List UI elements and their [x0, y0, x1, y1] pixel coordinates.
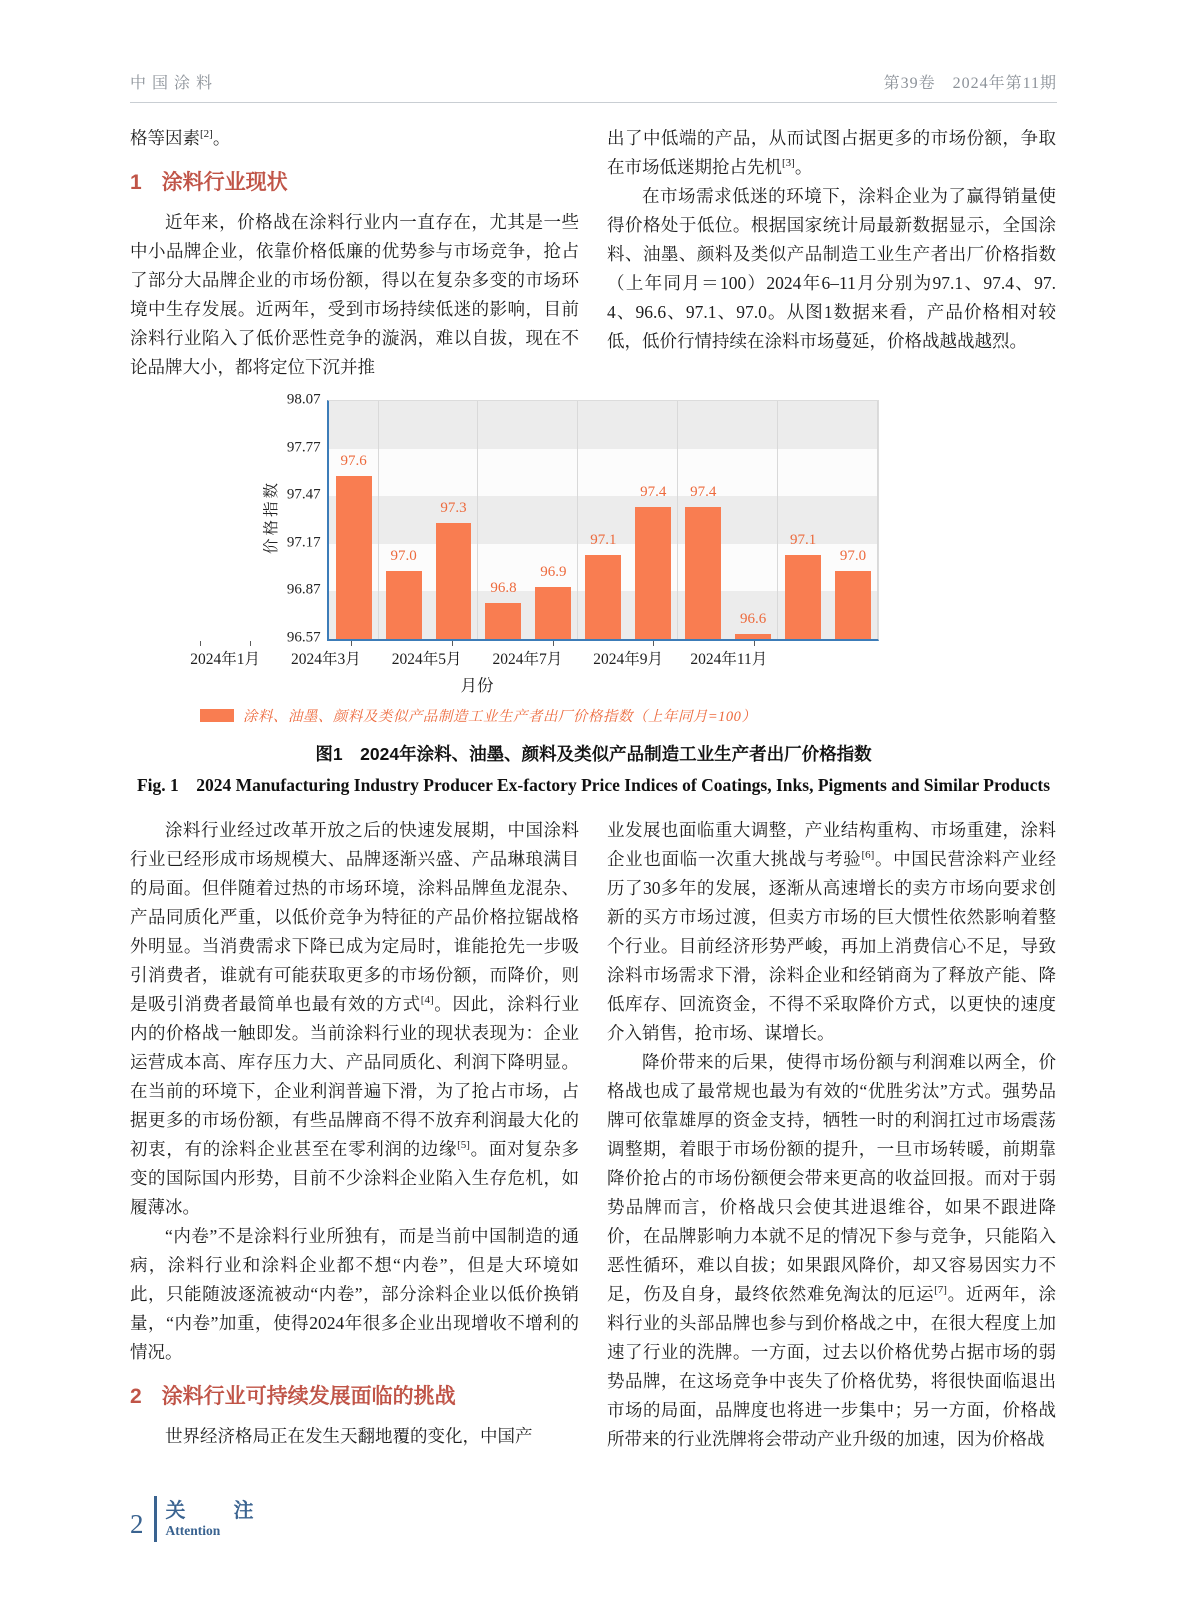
y-axis-title-area [257, 392, 283, 641]
x-axis-title: 月份 [460, 676, 494, 695]
footer-section-cn: 关 注 [165, 1500, 268, 1522]
grid-band [329, 401, 878, 449]
section-heading [130, 1382, 579, 1412]
bar-value-label: 97.0 [839, 547, 867, 564]
citation-ref: [4] [420, 994, 434, 1007]
citation-ref: [2] [200, 128, 213, 141]
footer-divider [154, 1496, 157, 1542]
vertical-gridline [677, 401, 678, 639]
x-tick-label: 2024年5月 [391, 651, 462, 668]
section-heading [130, 168, 579, 198]
bar-value-label: 96.9 [540, 563, 567, 580]
bar-2024年1月 [336, 476, 372, 639]
paragraph: 涂料行业经过改革开放之后的快速发展期，中国涂料行业已经形成市场规模大、品牌逐渐兴盛、产品琳琅满目的局面。但伴随着过热的市场环境，涂料品牌鱼龙混杂、产品同质化严重，以低价竞争为特征的产品价格拉锯战格外明显。当消费需求下降已成为定局时，谁能抢先一步吸引消费者，谁就有可能获取更多的市场份额，而降价，则是吸引消费者最简单也最有效的方式[4]。因此，涂料行业内的价格战一触即发。当前涂料行业的现状表现为：企业运营成本高、库存压力大、产品同质化、利润下降明显。在当前的环境下，企业利润普遍下滑，为了抢占市场，占据更多的市场份额，有些品牌商不得不放弃利润最大化的初衷，有的涂料企业甚至在零利润的边缘[5]。面对复杂多变的国际国内形势，目前不少涂料企业陷入生存危机，如履薄冰。 [130, 820, 580, 1217]
bar-value-label: 97.4 [690, 484, 717, 501]
x-tick-mark [200, 641, 201, 646]
left-column-bottom [130, 816, 579, 1454]
x-tick-label: 2024年9月 [593, 651, 663, 668]
bar-value-label: 96.8 [490, 579, 517, 596]
bar-value-label: 97.1 [789, 531, 817, 548]
bar-value-label: 97.1 [590, 531, 617, 548]
x-tick-mark [653, 641, 654, 646]
right-column-top [607, 124, 1056, 382]
plot-area [327, 400, 879, 641]
paragraph: 业发展也面临重大调整，产业结构重构、市场重建，涂料企业也面临一次重大挑战与考验[6]。中国民营涂料产业经历了30多年的发展，逐渐从高速增长的卖方市场向要求创新的买方市场过渡，但卖方市场的巨大惯性依然影响着整个行业。目前经济形势严峻，再加上消费信心不足，导致涂料市场需求下滑，涂料企业和经销商为了释放产能、降低库存、回流资金，不得不采取降价方式，以更快的速度介入销售，抢市场、谋增长。 [607, 820, 1057, 1043]
chart-legend [200, 705, 757, 726]
bar-value-label: 96.6 [740, 611, 767, 628]
paragraph: “内卷”不是涂料行业所独有，而是当前中国制造的通病，涂料行业和涂料企业都不想“内卷”，但是大环境如此，只能随波逐流被动“内卷”，部分涂料企业以低价换销量，“内卷”加重，使得2024年很多企业出现增收不增利的情况。 [130, 1226, 579, 1362]
vertical-gridline [877, 401, 878, 639]
page-number: 2 [130, 1508, 144, 1539]
figure-caption-cn: 图1 2024年涂料、油墨、颜料及类似产品制造工业生产者出厂价格指数 [315, 744, 872, 764]
x-tick-mark [452, 641, 453, 646]
bar-2024年5月 [535, 587, 571, 639]
figure-1 [130, 392, 1057, 797]
journal-title: 中国涂料 [130, 75, 219, 92]
bottom-columns [130, 816, 1057, 1454]
bar-2024年7月 [635, 507, 671, 639]
x-tick-label: 2024年11月 [690, 651, 768, 668]
legend-swatch-icon [200, 709, 234, 722]
bar-2024年8月 [685, 507, 721, 639]
y-tick-label: 97.47 [286, 486, 321, 503]
y-axis-title: 价格指数 [262, 479, 280, 554]
section-title: 涂料行业可持续发展面临的挑战 [161, 1385, 456, 1408]
bar-2024年11月 [835, 571, 871, 639]
paragraph: 格等因素[2]。 [130, 128, 231, 148]
figure-caption-en: Fig. 1 2024 Manufacturing Industry Producer Ex-factory Price Indices of Coatings, Inks, Pigments and Similar Products [136, 775, 1051, 795]
x-tick-mark [553, 641, 554, 646]
y-axis-ticks [283, 391, 327, 646]
x-axis-area [190, 641, 768, 726]
x-tick-mark [250, 641, 251, 646]
running-head [130, 70, 1057, 103]
bar-2024年3月 [436, 523, 472, 639]
bar-2024年6月 [585, 555, 621, 639]
paragraph: 降价带来的后果，使得市场份额与利润难以两全，价格战也成了最常规也最为有效的“优胜劣汰”方式。强势品牌可依靠雄厚的资金支持，牺牲一时的利润扛过市场震荡调整期，着眼于市场份额的提升，一旦市场转暖，前期靠降价抢占的市场份额便会带来更高的收益回报。而对于弱势品牌而言，价格战只会使其进退维谷，如果不跟进降价，在品牌影响力本就不足的情况下参与竞争，只能陷入恶性循环，难以自拔；如果跟风降价，却又容易因实力不足，伤及自身，最终依然难免淘汰的厄运[7]。近两年，涂料行业的头部品牌也参与到价格战之中，在很大程度上加速了行业的洗牌。一方面，过去以价格优势占据市场的弱势品牌，在这场竞争中丧失了价格优势，将很快面临退出市场的局面，品牌度也将进一步集中；另一方面，价格战所带来的行业洗牌将会带动产业升级的加速，因为价格战 [607, 1052, 1057, 1449]
bar-2024年4月 [485, 603, 521, 639]
citation-ref: [3] [782, 157, 795, 170]
paragraph: 世界经济格局正在发生天翻地覆的变化，中国产 [165, 1426, 533, 1446]
section-title: 涂料行业现状 [161, 171, 288, 194]
vertical-gridline [378, 401, 379, 639]
bar-2024年9月 [735, 634, 771, 639]
legend-label: 涂料、油墨、颜料及类似产品制造工业生产者出厂价格指数（上年同月=100） [242, 709, 757, 725]
footer-section-en: Attention [165, 1523, 221, 1538]
x-tick-mark [351, 641, 352, 646]
section-number: 2 [130, 1385, 142, 1408]
x-axis-ticks [190, 641, 768, 671]
vertical-gridline [777, 401, 778, 639]
y-tick-label: 98.07 [286, 391, 321, 408]
issue-info: 第39卷 2024年第11期 [883, 75, 1057, 92]
right-column-bottom [607, 816, 1056, 1454]
citation-ref: [6] [861, 849, 875, 862]
citation-ref: [5] [457, 1139, 470, 1152]
bar-value-label: 97.3 [440, 500, 467, 517]
paragraph: 在市场需求低迷的环境下，涂料企业为了赢得销量使得价格处于低位。根据国家统计局最新数据显示，全国涂料、油墨、颜料及类似产品制造工业生产者出厂价格指数（上年同月＝100）2024年6–11月分别为97.1、97.4、97.4、96.6、97.1、97.0。从图1数据来看，产品价格相对较低，低价行情持续在涂料市场蔓延，价格战越战越烈。 [607, 186, 1056, 351]
footer-section [166, 1499, 268, 1539]
vertical-gridline [577, 401, 578, 639]
bar-chart [257, 391, 879, 646]
bar-value-label: 97.4 [640, 484, 667, 501]
bar-2024年10月 [785, 555, 821, 639]
vertical-gridline [477, 401, 478, 639]
y-tick-label: 97.77 [286, 439, 321, 456]
section-number: 1 [130, 171, 142, 194]
x-tick-label: 2024年7月 [492, 651, 563, 668]
page-footer [130, 1496, 268, 1542]
x-tick-mark [754, 641, 755, 646]
paragraph: 近年来，价格战在涂料行业内一直存在，尤其是一些中小品牌企业，依靠价格低廉的优势参与市场竞争，抢占了部分大品牌企业的市场份额，得以在复杂多变的市场环境中生存发展。近两年，受到市场持续低迷的影响，目前涂料行业陷入了低价恶性竞争的漩涡，难以自拔，现在不论品牌大小，都将定位下沉并推 [130, 212, 579, 377]
grid-band [329, 449, 878, 497]
paragraph: 出了中低端的产品，从而试图占据更多的市场份额，争取在市场低迷期抢占先机[3]。 [607, 128, 1056, 177]
y-tick-label: 96.87 [286, 581, 321, 598]
top-columns [130, 124, 1057, 382]
y-tick-label: 96.57 [286, 629, 321, 646]
citation-ref: [7] [934, 1284, 947, 1297]
x-tick-label: 2024年3月 [291, 651, 361, 668]
page-content [130, 70, 1057, 1454]
left-column-top [130, 124, 579, 382]
bar-value-label: 97.0 [390, 547, 417, 564]
x-tick-label: 2024年1月 [190, 651, 261, 668]
y-tick-label: 97.17 [286, 534, 321, 551]
bar-value-label: 97.6 [340, 452, 367, 469]
bar-2024年2月 [386, 571, 422, 639]
